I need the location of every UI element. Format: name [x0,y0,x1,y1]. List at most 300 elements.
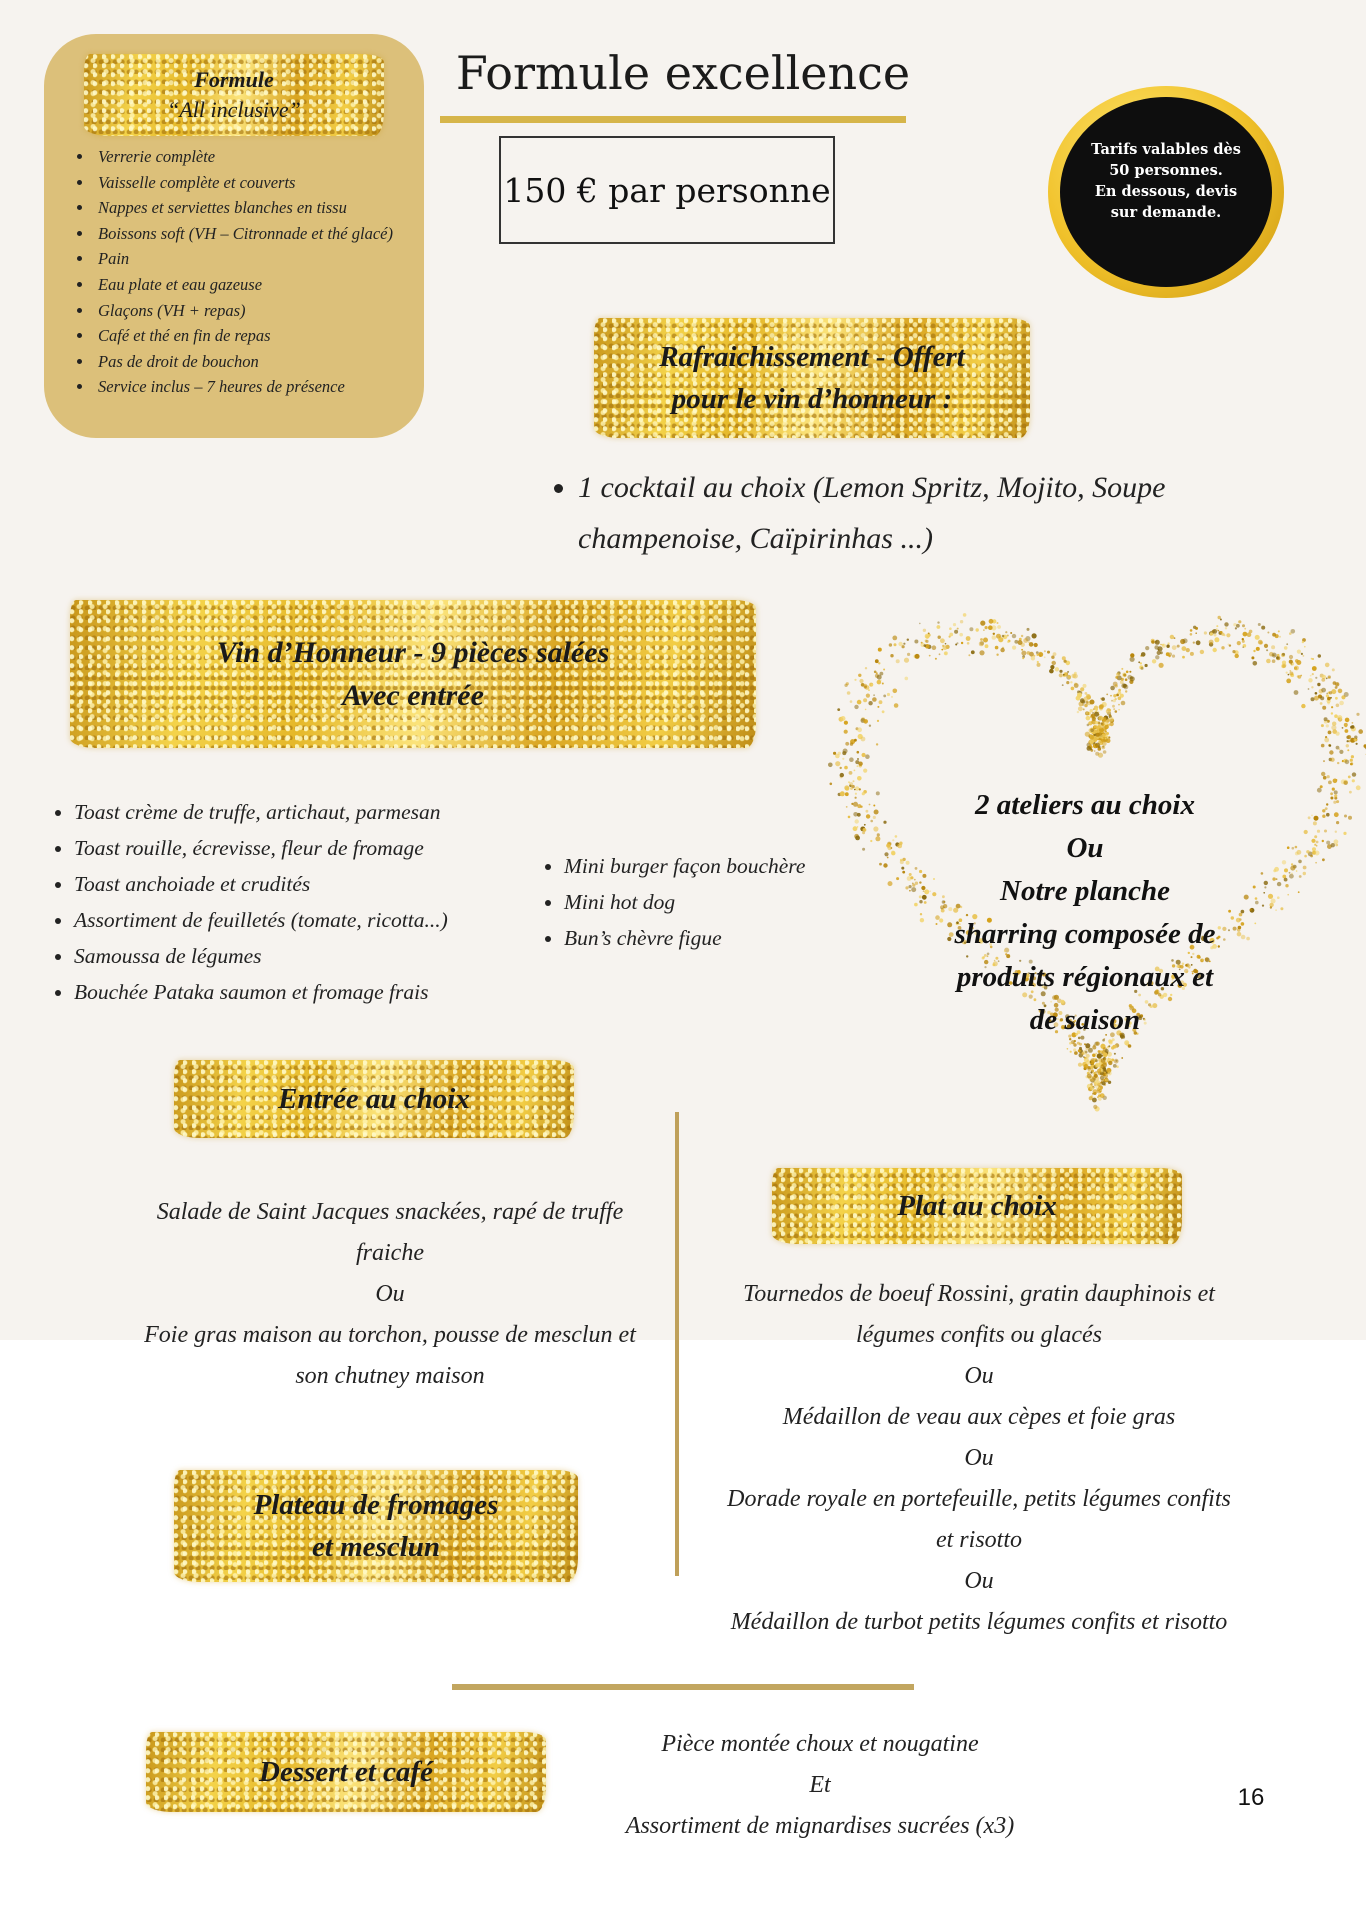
glitter-dot [877,833,880,836]
glitter-dot [1259,641,1262,644]
glitter-dot [1344,692,1349,697]
glitter-dot [1272,659,1276,663]
glitter-dot [1350,759,1353,762]
glitter-dot [879,700,883,704]
glitter-dot [1091,714,1095,718]
glitter-dot [983,629,985,631]
glitter-dot [1261,872,1264,875]
glitter-dot [1063,674,1065,676]
glitter-dot [1105,1078,1108,1081]
rafraichissement-heading-line-2: pour le vin d’honneur : [671,383,953,415]
glitter-dot [1312,666,1317,671]
glitter-dot [1321,772,1325,776]
glitter-dot [1085,732,1090,737]
glitter-dot [943,645,948,650]
glitter-dot [1098,755,1100,757]
glitter-dot [1299,875,1302,878]
glitter-dot [1101,731,1103,733]
glitter-dot [1313,821,1317,825]
glitter-dot [870,820,873,823]
ateliers-line: 2 ateliers au choix [975,789,1195,821]
glitter-dot [886,843,890,847]
glitter-dot [1311,697,1315,701]
plat-line: et risotto [935,1527,1022,1553]
glitter-dot [969,627,973,631]
glitter-dot [851,803,853,805]
glitter-dot [1226,633,1230,637]
glitter-dot [855,793,857,795]
glitter-dot [1322,706,1326,710]
glitter-dot [1186,648,1190,652]
glitter-dot [1271,899,1276,904]
glitter-dot [887,693,890,696]
glitter-dot [1251,656,1254,659]
glitter-dot [865,667,867,669]
glitter-dot [1284,868,1288,872]
glitter-dot [863,769,867,773]
glitter-dot [857,700,862,705]
glitter-dot [1312,673,1314,675]
glitter-dot [1320,696,1324,700]
glitter-dot [1172,655,1175,658]
glitter-dot [1022,657,1024,659]
glitter-dot [889,643,892,646]
glitter-dot [1242,646,1244,648]
glitter-dot [1071,687,1075,691]
glitter-dot [896,659,900,663]
glitter-dot [1085,1051,1088,1054]
entree-line: fraiche [356,1240,424,1266]
glitter-dot [995,646,999,650]
glitter-dot [1190,652,1194,656]
glitter-dot [1105,1049,1109,1053]
glitter-dot [1073,1048,1076,1051]
glitter-dot [1289,655,1293,659]
glitter-dot [1091,748,1093,750]
glitter-dot [1103,1052,1108,1057]
glitter-dot [1320,785,1323,788]
glitter-dot [1108,1071,1112,1075]
glitter-dot [1109,714,1111,716]
glitter-dot [937,621,939,623]
glitter-dot [1052,661,1056,665]
glitter-dot [1085,692,1088,695]
title-underline [440,116,906,123]
glitter-dot [849,782,853,786]
glitter-dot [906,861,910,865]
glitter-dot [941,649,943,651]
glitter-dot [1170,635,1174,639]
glitter-dot [840,791,845,796]
glitter-dot [860,806,862,808]
glitter-dot [850,742,853,745]
glitter-dot [1087,1074,1092,1079]
glitter-dot [854,739,857,742]
glitter-dot [1155,655,1159,659]
glitter-dot [1348,776,1351,779]
glitter-dot [830,783,833,786]
glitter-dot [953,623,956,626]
glitter-dot [910,876,913,879]
glitter-dot [1312,847,1316,851]
glitter-dot [1289,874,1294,879]
glitter-dot [1200,650,1204,654]
glitter-dot [1204,631,1207,634]
glitter-dot [968,654,970,656]
glitter-dot [919,623,921,625]
list-item: • Assortiment de feuilletés (tomate, ricotta...) [74,902,574,938]
glitter-dot [1031,656,1035,660]
glitter-dot [1314,835,1317,838]
glitter-dot [1092,1076,1094,1078]
glitter-dot [1067,671,1069,673]
glitter-dot [1242,640,1245,643]
glitter-dot [1304,830,1308,834]
glitter-dot [841,716,846,721]
glitter-dot [1037,663,1041,667]
glitter-dot [1116,673,1120,677]
glitter-dot [1311,686,1313,688]
glitter-dot [1335,697,1338,700]
glitter-dot [857,765,859,767]
glitter-dot [1018,640,1023,645]
glitter-dot [1095,1053,1097,1055]
glitter-dot [1351,755,1354,758]
glitter-dot [1291,863,1293,865]
glitter-dot [1159,663,1164,668]
glitter-dot [1314,844,1316,846]
glitter-dot [966,636,971,641]
glitter-dot [1288,674,1290,676]
glitter-dot [1118,704,1120,706]
glitter-dot [876,743,878,745]
glitter-dot [1074,1051,1078,1055]
glitter-dot [1090,740,1094,744]
glitter-dot [842,758,844,760]
glitter-dot [850,787,853,790]
glitter-dot [1021,651,1026,656]
list-item: • 1 cocktail au choix (Lemon Spritz, Mojito, Soupe champenoise, Caïpirinhas ...) [578,462,1198,564]
glitter-dot [1037,661,1039,663]
plat-line: Médaillon de turbot petits légumes confits et risotto [730,1609,1228,1635]
glitter-dot [873,816,876,819]
glitter-dot [1113,694,1116,697]
glitter-dot [1308,678,1312,682]
glitter-dot [1115,684,1118,687]
glitter-dot [1224,622,1228,626]
glitter-dot [1276,656,1279,659]
glitter-dot [1209,640,1214,645]
glitter-dot [1115,676,1118,679]
glitter-dot [1242,624,1245,627]
glitter-dot [837,708,840,711]
glitter-dot [1095,708,1098,711]
glitter-dot [1101,1094,1104,1097]
glitter-dot [915,867,918,870]
glitter-dot [1264,881,1268,885]
glitter-dot [1103,750,1107,754]
glitter-dot [835,761,840,766]
glitter-dot [1196,640,1201,645]
glitter-dot [1101,1079,1104,1082]
ateliers-line: Ou [1066,832,1104,864]
glitter-dot [1168,642,1170,644]
glitter-dot [1324,830,1327,833]
glitter-dot [882,710,885,713]
list-item: • Mini burger façon bouchère [564,848,864,884]
glitter-dot [1121,1057,1123,1059]
plat-line: Ou [964,1363,994,1389]
glitter-dot [1336,704,1340,708]
glitter-dot [1078,706,1083,711]
glitter-dot [1228,644,1230,646]
glitter-dot [1337,715,1342,720]
glitter-dot [1356,785,1361,790]
glitter-dot [1213,648,1217,652]
glitter-dot [1289,660,1293,664]
glitter-dot [1277,654,1280,657]
glitter-dot [1272,877,1275,880]
glitter-dot [1138,661,1140,663]
glitter-dot [1284,646,1288,650]
glitter-dot [1118,691,1122,695]
glitter-dot [1110,686,1115,691]
glitter-dot [1115,710,1118,713]
glitter-dot [935,658,937,660]
glitter-dot [893,689,898,694]
glitter-dot [1273,869,1276,872]
glitter-dot [1086,716,1091,721]
plat-line: Médaillon de veau aux cèpes et foie gras [782,1404,1176,1430]
entree-text [120,1192,660,1397]
glitter-dot [1214,637,1219,642]
glitter-dot [904,658,909,663]
glitter-dot [1333,779,1338,784]
glitter-dot [869,725,871,727]
glitter-dot [1077,711,1079,713]
glitter-dot [1232,650,1235,653]
glitter-dot [1267,632,1269,634]
glitter-dot [1221,633,1224,636]
glitter-dot [870,840,872,842]
glitter-dot [996,654,998,656]
list-item: • Boissons soft (VH – Citronnade et thé glacé) [94,221,414,247]
glitter-dot [1235,627,1237,629]
glitter-dot [909,873,912,876]
glitter-dot [1098,746,1100,748]
glitter-dot [1335,831,1337,833]
glitter-dot [1047,651,1050,654]
glitter-dot [1092,1046,1096,1050]
glitter-dot [1108,1045,1110,1047]
glitter-dot [1332,788,1335,791]
glitter-dot [1332,722,1336,726]
glitter-dot [898,642,902,646]
glitter-dot [1339,701,1344,706]
glitter-dot [1090,1083,1092,1085]
vin-honneur-heading-line-1: Vin d’Honneur - 9 pièces salées [216,636,610,669]
glitter-dot [869,804,871,806]
rafraichissement-heading [594,318,1030,438]
list-item: • Nappes et serviettes blanches en tissu [94,195,414,221]
glitter-dot [1182,656,1185,659]
glitter-dot [1294,690,1299,695]
glitter-dot [915,654,920,659]
glitter-dot [1315,851,1320,856]
glitter-dot [1044,650,1046,652]
glitter-dot [1317,683,1320,686]
glitter-dot [1356,713,1359,716]
glitter-dot [1303,866,1307,870]
glitter-dot [1092,1093,1094,1095]
glitter-dot [911,887,916,892]
glitter-dot [903,643,905,645]
glitter-dot [1311,815,1313,817]
glitter-dot [1294,666,1299,671]
glitter-dot [1255,901,1259,905]
glitter-dot [909,890,911,892]
glitter-dot [878,662,880,664]
glitter-dot [1055,667,1059,671]
glitter-dot [897,844,902,849]
glitter-dot [1310,855,1313,858]
glitter-dot [1172,645,1177,650]
glitter-dot [854,705,858,709]
glitter-dot [895,835,898,838]
glitter-dot [1327,775,1330,778]
entree-heading: Entrée au choix [174,1060,574,1138]
glitter-dot [1092,1098,1097,1103]
list-item: • Bouchée Pataka saumon et fromage frais [74,974,574,1010]
glitter-dot [914,640,918,644]
tarif-badge [1048,86,1284,298]
glitter-dot [1121,668,1123,670]
glitter-dot [1010,632,1012,634]
glitter-dot [1282,664,1286,668]
glitter-dot [1067,675,1071,679]
glitter-dot [1157,651,1161,655]
glitter-dot [1326,841,1330,845]
glitter-dot [1315,677,1317,679]
list-item: • Café et thé en fin de repas [94,323,414,349]
glitter-dot [835,754,840,759]
glitter-dot [1331,843,1335,847]
glitter-dot [1077,693,1082,698]
glitter-dot [1090,700,1095,705]
glitter-dot [1284,878,1288,882]
glitter-dot [1085,1043,1090,1048]
glitter-dot [901,867,904,870]
glitter-dot [1292,847,1295,850]
glitter-dot [1092,712,1094,714]
glitter-dot [863,719,868,724]
glitter-dot [1289,872,1291,874]
glitter-dot [1347,740,1349,742]
glitter-dot [925,640,928,643]
glitter-dot [1104,725,1108,729]
glitter-dot [1125,690,1127,692]
glitter-dot [1107,1061,1109,1063]
glitter-dot [961,642,963,644]
glitter-dot [844,684,847,687]
glitter-dot [1335,682,1339,686]
glitter-dot [1007,641,1009,643]
glitter-dot [845,742,849,746]
glitter-dot [1053,652,1057,656]
plat-line: légumes confits ou glacés [856,1322,1102,1348]
glitter-dot [1084,696,1089,701]
glitter-dot [1021,635,1023,637]
glitter-dot [1113,708,1115,710]
glitter-dot [1277,896,1280,899]
glitter-dot [1220,619,1222,621]
dessert-line: Et [809,1772,831,1798]
dessert-line: Assortiment de mignardises sucrées (x3) [625,1813,1015,1839]
glitter-dot [1333,801,1336,804]
glitter-dot [846,806,848,808]
glitter-dot [1210,632,1213,635]
glitter-dot [1083,1056,1085,1058]
glitter-dot [840,773,844,777]
glitter-dot [1096,1042,1100,1046]
glitter-dot [1243,632,1248,637]
glitter-dot [983,638,988,643]
glitter-dot [863,828,867,832]
glitter-dot [1070,681,1072,683]
glitter-dot [1118,697,1122,701]
glitter-dot [1145,646,1149,650]
glitter-dot [1321,688,1326,693]
glitter-dot [1182,646,1187,651]
glitter-dot [1337,762,1339,764]
glitter-dot [842,751,846,755]
glitter-dot [855,797,857,799]
glitter-dot [1315,692,1318,695]
glitter-dot [877,720,879,722]
glitter-dot [1328,731,1332,735]
glitter-dot [1336,821,1339,824]
glitter-dot [862,792,865,795]
glitter-dot [1331,706,1333,708]
glitter-dot [1078,1063,1082,1067]
glitter-dot [915,882,918,885]
glitter-dot [1334,790,1338,794]
plat-line: Ou [964,1445,994,1471]
glitter-dot [1352,772,1356,776]
glitter-dot [1079,1043,1082,1046]
glitter-dot [1044,656,1046,658]
glitter-dot [892,839,894,841]
glitter-dot [1086,712,1089,715]
glitter-dot [925,634,930,639]
glitter-dot [883,669,885,671]
glitter-dot [1098,724,1102,728]
glitter-dot [954,630,958,634]
glitter-dot [1324,738,1329,743]
glitter-dot [1155,640,1160,645]
page-title: Formule excellence [455,46,911,100]
glitter-dot [1237,641,1241,645]
glitter-dot [1296,870,1298,872]
glitter-dot [1253,650,1255,652]
glitter-dot [1090,709,1093,712]
glitter-dot [1301,704,1305,708]
glitter-dot [1121,701,1126,706]
glitter-dot [1036,651,1039,654]
glitter-dot [1099,1089,1103,1093]
glitter-dot [1287,846,1290,849]
glitter-dot [1183,638,1188,643]
